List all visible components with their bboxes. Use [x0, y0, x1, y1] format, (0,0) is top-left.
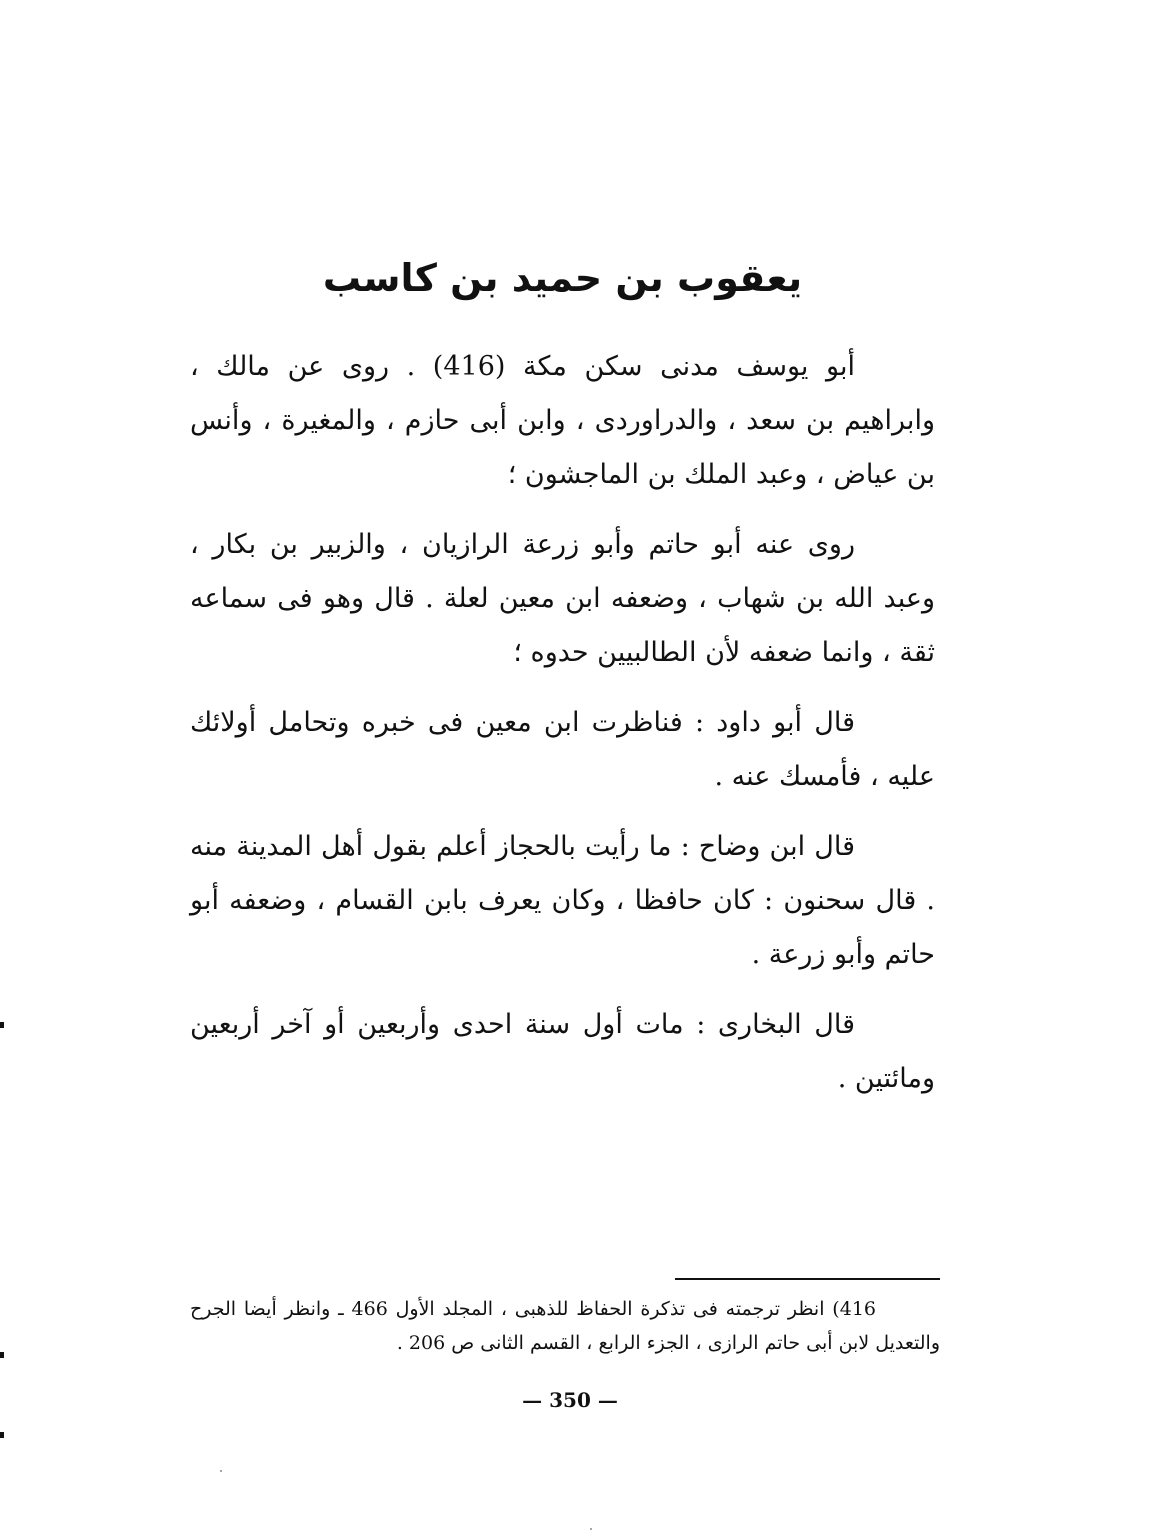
paragraph-3: قال أبو داود : فناظرت ابن معين فى خبره وتحامل أولائك عليه ، فأمسك عنه .	[190, 707, 935, 792]
scan-mark	[0, 1022, 4, 1028]
page-number: — 350 —	[522, 1388, 618, 1412]
scan-mark	[0, 1352, 4, 1358]
scan-speck	[220, 1470, 222, 1472]
paragraph-1: أبو يوسف مدنى سكن مكة (416) . روى عن مالك ، وابراهيم بن سعد ، والدراوردى ، وابن أبى حازم ، والمغيرة ، وأنس بن عياض ، وعبد الملك بن الماجشون ؛	[190, 351, 935, 490]
page-title: يعقوب بن حميد بن كاسب	[322, 256, 803, 300]
scan-speck	[590, 1528, 592, 1530]
footnote: 416) انظر ترجمته فى تذكرة الحفاظ للذهبى ، المجلد الأول 466 ـ وانظر أيضا الجرح والتعديل لابن أبى حاتم الرازى ، الجزء الرابع ، القسم الثانى ص 206 .	[190, 1298, 940, 1354]
body-text	[190, 340, 935, 1122]
paragraph-5: قال البخارى : مات أول سنة احدى وأربعين أو آخر أربعين ومائتين .	[190, 1009, 935, 1094]
paragraph-2: روى عنه أبو حاتم وأبو زرعة الرازيان ، والزبير بن بكار ، وعبد الله بن شهاب ، وضعفه ابن معين لعلة . قال وهو فى سماعه ثقة ، وانما ضعفه لأن الطالبيين حدوه ؛	[190, 529, 935, 668]
scan-mark	[0, 1432, 4, 1438]
footnote-divider	[675, 1278, 940, 1280]
paragraph-4: قال ابن وضاح : ما رأيت بالحجاز أعلم بقول أهل المدينة منه . قال سحنون : كان حافظا ، وكان يعرف بابن القسام ، وضعفه أبو حاتم وأبو زرعة .	[190, 831, 935, 970]
